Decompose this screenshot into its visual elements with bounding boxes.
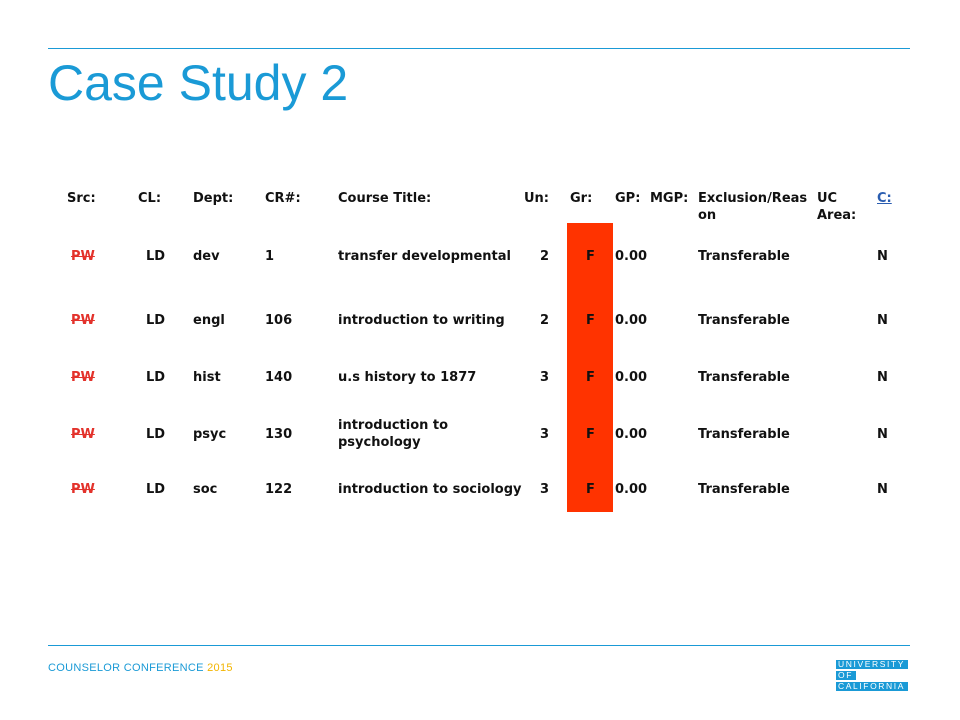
row4-units: 3 [540,427,550,442]
row1-exclusion: Transferable [698,249,790,264]
row1-src: PW [71,249,95,264]
row4-src: PW [71,427,95,442]
row5-c: N [877,482,888,497]
row2-dept: engl [193,313,225,328]
row5-units: 3 [540,482,550,497]
row5-cl: LD [146,482,166,497]
logo-line-university: UNIVERSITY [836,660,908,669]
row3-units: 3 [540,370,550,385]
footer [48,662,233,674]
header-exclusion-line2: on [698,208,717,223]
row1-cl: LD [146,249,166,264]
row5-grade: F [586,482,595,497]
row4-dept: psyc [193,427,227,442]
footer-conference: COUNSELOR CONFERENCE [48,662,204,674]
row3-c: N [877,370,888,385]
row3-dept: hist [193,370,221,385]
header-course-title: Course Title: [338,191,432,206]
row2-cr: 106 [265,313,293,328]
row2-title: introduction to writing [338,313,505,328]
logo-line-california: CALIFORNIA [836,682,908,691]
header-exclusion [698,190,807,224]
top-rule [48,48,910,49]
header-src: Src: [67,191,96,206]
row5-cr: 122 [265,482,293,497]
row4-c: N [877,427,888,442]
row2-grade: F [586,313,595,328]
footer-year: 2015 [207,662,233,674]
header-uc-line1: UC [817,191,838,206]
header-exclusion-line1: Exclusion/Reas [698,191,808,206]
row1-title: transfer developmental [338,249,511,264]
row3-cr: 140 [265,370,293,385]
course-table [58,180,903,520]
row3-gp: 0.00 [615,370,648,385]
row4-title: introduction to psychology [338,418,449,450]
header-uc-line2: Area: [817,208,857,223]
row5-dept: soc [193,482,218,497]
row2-cl: LD [146,313,166,328]
header-uc-area [817,190,856,224]
header-gp: GP: [615,191,641,206]
row1-cr: 1 [265,249,275,264]
row4-cl: LD [146,427,166,442]
row2-gp: 0.00 [615,313,648,328]
header-units: Un: [524,191,550,206]
row4-grade: F [586,427,595,442]
row3-exclusion: Transferable [698,370,790,385]
row5-exclusion: Transferable [698,482,790,497]
header-grade: Gr: [570,191,593,206]
row4-cr: 130 [265,427,293,442]
row1-dept: dev [193,249,220,264]
row4-gp: 0.00 [615,427,648,442]
row3-title: u.s history to 1877 [338,370,477,385]
row3-src: PW [71,370,95,385]
row5-title: introduction to sociology [338,482,522,497]
row3-cl: LD [146,370,166,385]
page-title: Case Study 2 [48,55,349,111]
row2-src: PW [71,313,95,328]
university-of-california-logo [836,660,908,693]
row5-gp: 0.00 [615,482,648,497]
row1-c: N [877,249,888,264]
grade-column-highlight [567,223,613,512]
row5-src: PW [71,482,95,497]
row2-c: N [877,313,888,328]
row2-exclusion: Transferable [698,313,790,328]
header-cr: CR#: [265,191,301,206]
logo-line-of: OF [836,671,856,680]
row2-units: 2 [540,313,550,328]
row3-grade: F [586,370,595,385]
row4-exclusion: Transferable [698,427,790,442]
header-mgp: MGP: [650,191,689,206]
header-dept: Dept: [193,191,234,206]
header-c-link[interactable]: C: [877,191,892,206]
bottom-rule [48,645,910,646]
row1-grade: F [586,249,595,264]
header-cl: CL: [138,191,162,206]
row1-units: 2 [540,249,550,264]
row1-gp: 0.00 [615,249,648,264]
